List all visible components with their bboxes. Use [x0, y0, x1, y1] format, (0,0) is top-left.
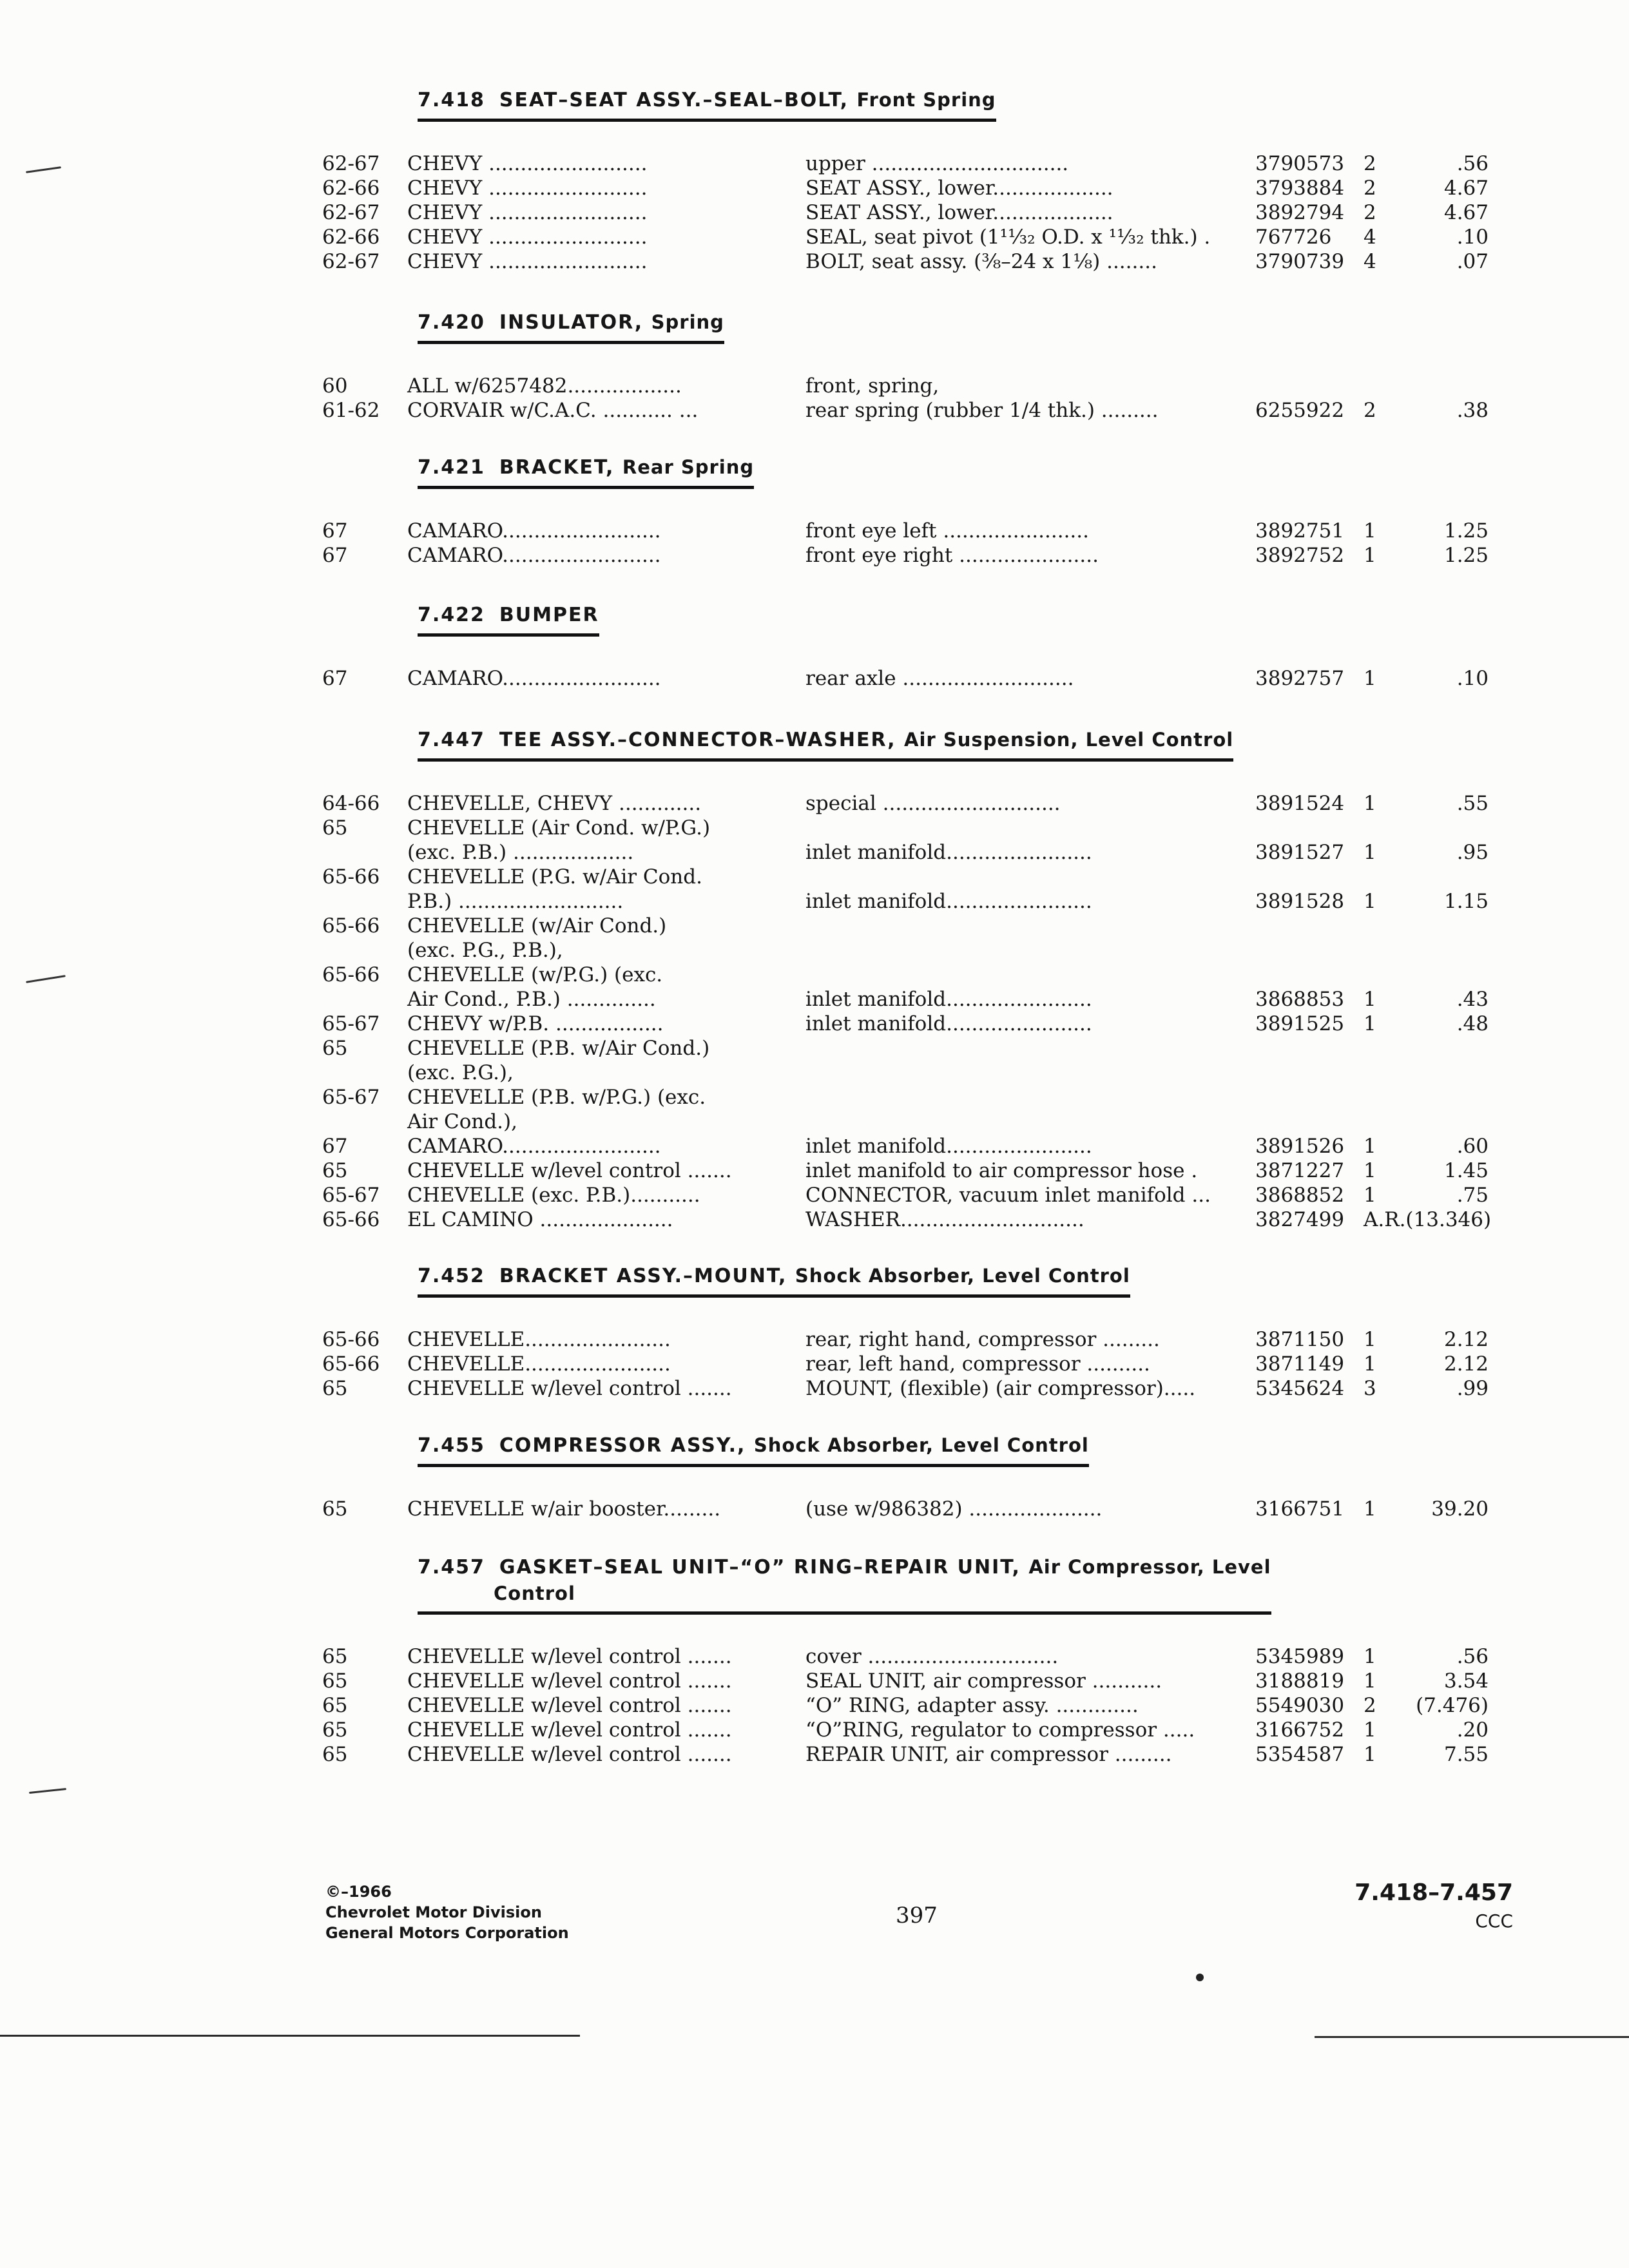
- part-description: inlet manifold.......................: [805, 1135, 1092, 1158]
- list-price: 39.20: [1431, 1497, 1489, 1521]
- list-price: .10: [1456, 667, 1489, 690]
- part-number: 3871150: [1255, 1328, 1345, 1351]
- table-row: [322, 938, 1482, 963]
- model-years: 65-67: [322, 1012, 380, 1035]
- list-price: .55: [1456, 792, 1489, 815]
- model-years: 65: [322, 1645, 348, 1668]
- quantity: 2: [1364, 399, 1376, 422]
- part-description: rear spring (rubber 1/4 thk.) .........: [805, 399, 1159, 422]
- table-row: [322, 1693, 1489, 1718]
- model-years: 65: [322, 816, 348, 840]
- part-description: rear, right hand, compressor .........: [805, 1328, 1160, 1351]
- part-description: front, spring,: [805, 374, 940, 398]
- part-number: 3790573: [1255, 152, 1345, 175]
- list-price: 7.55: [1443, 1743, 1489, 1766]
- parts-table: [322, 1327, 1489, 1401]
- model-years: 65: [322, 1159, 348, 1182]
- model-years: 65: [322, 1377, 348, 1400]
- margin-mark: [26, 166, 61, 173]
- section-title: TEE ASSY.–CONNECTOR–WASHER,: [499, 729, 896, 751]
- model-name: Air Cond.),: [407, 1110, 517, 1133]
- corporation-name: General Motors Corporation: [325, 1924, 569, 1942]
- model-name: CHEVELLE w/level control .......: [407, 1669, 732, 1693]
- part-number: 5345624: [1255, 1377, 1345, 1400]
- table-row: [322, 889, 1489, 914]
- section-number: 7.447: [418, 729, 485, 751]
- model-years: 67: [322, 1135, 348, 1158]
- model-years: 65-66: [322, 1352, 380, 1376]
- table-row: [322, 398, 1489, 423]
- part-description: front eye left .......................: [805, 519, 1089, 543]
- section-7-455: [322, 1432, 1489, 1521]
- section-subtitle: Shock Absorber, Level Control: [753, 1434, 1089, 1456]
- section-7-452: [322, 1263, 1489, 1401]
- quantity: 1: [1364, 667, 1376, 690]
- list-price: .75: [1456, 1184, 1489, 1207]
- section-subtitle: Air Compressor, Level: [1028, 1556, 1271, 1578]
- model-name: CHEVELLE w/air booster.........: [407, 1497, 721, 1521]
- table-row: [322, 249, 1489, 274]
- page-number: 397: [896, 1903, 938, 1928]
- quantity: 2: [1364, 177, 1376, 200]
- parts-table: [322, 791, 1492, 1232]
- part-description: special ............................: [805, 792, 1061, 815]
- quantity: 1: [1364, 988, 1376, 1011]
- quantity: 1: [1364, 1352, 1376, 1376]
- quantity: 1: [1364, 792, 1376, 815]
- margin-mark: [29, 1788, 66, 1794]
- part-description: SEAT ASSY., lower...................: [805, 201, 1113, 224]
- list-price: 2.12: [1443, 1328, 1489, 1351]
- table-row: [322, 1352, 1489, 1376]
- model-name: CHEVELLE w/level control .......: [407, 1718, 732, 1742]
- parts-table: [322, 666, 1489, 691]
- model-name: (exc. P.G.),: [407, 1061, 514, 1084]
- model-years: 65: [322, 1037, 348, 1060]
- part-description: CONNECTOR, vacuum inlet manifold ...: [805, 1184, 1211, 1207]
- part-description: upper ...............................: [805, 152, 1069, 175]
- list-price: 4.67: [1443, 177, 1489, 200]
- model-years: 65-66: [322, 963, 380, 986]
- quantity: 1: [1364, 1645, 1376, 1668]
- list-price: .56: [1456, 152, 1489, 175]
- model-name: CHEVELLE (P.B. w/Air Cond.): [407, 1037, 710, 1060]
- part-description: inlet manifold to air compressor hose .: [805, 1159, 1198, 1182]
- model-years: 62-67: [322, 250, 380, 273]
- parts-table: [322, 1644, 1489, 1767]
- table-row: [322, 987, 1489, 1012]
- section-heading: [418, 87, 996, 122]
- margin-mark: [26, 975, 66, 983]
- part-description: SEAL, seat pivot (1¹¹⁄₃₂ O.D. x ¹¹⁄₃₂ thk.) .: [805, 226, 1211, 249]
- part-description: “O” RING, adapter assy. .............: [805, 1694, 1139, 1717]
- section-heading: [418, 1432, 1089, 1467]
- section-number: 7.422: [418, 604, 485, 626]
- section-title-continued: Control: [494, 1582, 575, 1604]
- publisher-block: [325, 1881, 569, 1943]
- section-heading: [418, 454, 754, 489]
- parts-table: [322, 151, 1489, 274]
- quantity: 4: [1364, 226, 1376, 249]
- model-name: CHEVY .........................: [407, 152, 648, 175]
- table-row: [322, 1085, 1482, 1110]
- section-7-418: [322, 87, 1489, 274]
- model-years: 65-66: [322, 865, 380, 889]
- table-row: [322, 543, 1489, 568]
- table-row: [322, 1742, 1489, 1767]
- model-years: 65-66: [322, 914, 380, 937]
- model-name: CAMARO.........................: [407, 1135, 661, 1158]
- part-number: 3188819: [1255, 1669, 1345, 1693]
- model-name: CHEVY .........................: [407, 201, 648, 224]
- model-name: CHEVELLE w/level control .......: [407, 1377, 732, 1400]
- section-subtitle: Front Spring: [856, 89, 996, 111]
- section-heading: [418, 602, 599, 637]
- model-name: EL CAMINO .....................: [407, 1208, 673, 1231]
- table-row: [322, 1376, 1489, 1401]
- table-row: [322, 1158, 1489, 1183]
- section-7-421: [322, 454, 1489, 568]
- section-number: 7.457: [418, 1556, 485, 1579]
- part-description: MOUNT, (flexible) (air compressor).....: [805, 1377, 1196, 1400]
- model-name: CHEVELLE.......................: [407, 1328, 671, 1351]
- section-7-457: [322, 1554, 1489, 1767]
- list-price: 4.67: [1443, 201, 1489, 224]
- list-price: .95: [1456, 841, 1489, 864]
- model-years: 65: [322, 1497, 348, 1521]
- part-description: BOLT, seat assy. (⅜–24 x 1⅛) ........: [805, 250, 1157, 273]
- section-title: GASKET–SEAL UNIT–“O” RING–REPAIR UNIT,: [499, 1556, 1021, 1579]
- quantity: 1: [1364, 890, 1376, 913]
- quantity: 4: [1364, 250, 1376, 273]
- section-subtitle: Shock Absorber, Level Control: [795, 1265, 1130, 1287]
- part-number: 5345989: [1255, 1645, 1345, 1668]
- part-description: SEAL UNIT, air compressor ...........: [805, 1669, 1162, 1693]
- section-subtitle: Spring: [651, 311, 724, 333]
- table-row: [322, 1110, 1482, 1134]
- part-number: 3892751: [1255, 519, 1345, 543]
- section-7-422: [322, 602, 1489, 691]
- table-row: [322, 176, 1489, 200]
- model-name: CHEVELLE (w/P.G.) (exc.: [407, 963, 663, 986]
- part-number: 3827499: [1255, 1208, 1345, 1231]
- model-name: CHEVELLE (exc. P.B.)...........: [407, 1184, 700, 1207]
- model-name: CHEVELLE, CHEVY .............: [407, 792, 702, 815]
- list-price: 1.25: [1443, 544, 1489, 567]
- section-heading: [418, 309, 724, 344]
- list-price: .10: [1456, 226, 1489, 249]
- part-number: 767726: [1255, 226, 1332, 249]
- part-number: 5549030: [1255, 1694, 1345, 1717]
- model-name: CHEVY w/P.B. .................: [407, 1012, 664, 1035]
- model-years: 65: [322, 1694, 348, 1717]
- quantity: 1: [1364, 1328, 1376, 1351]
- list-price: .99: [1456, 1377, 1489, 1400]
- section-title: BRACKET ASSY.–MOUNT,: [499, 1265, 787, 1287]
- part-description: inlet manifold.......................: [805, 988, 1092, 1011]
- quantity: 2: [1364, 1694, 1376, 1717]
- part-description: SEAT ASSY., lower...................: [805, 177, 1113, 200]
- part-number: 3166751: [1255, 1497, 1345, 1521]
- model-years: 62-67: [322, 201, 380, 224]
- model-name: CHEVELLE.......................: [407, 1352, 671, 1376]
- part-description: REPAIR UNIT, air compressor .........: [805, 1743, 1172, 1766]
- model-years: 67: [322, 519, 348, 543]
- table-row: [322, 791, 1489, 816]
- model-years: 67: [322, 544, 348, 567]
- table-row: [322, 914, 1482, 938]
- list-price: .48: [1456, 1012, 1489, 1035]
- section-title: INSULATOR,: [499, 311, 644, 334]
- catalog-code: CCC: [1475, 1910, 1513, 1932]
- quantity: 1: [1364, 519, 1376, 543]
- section-range: 7.418–7.457: [1354, 1879, 1513, 1906]
- model-name: CHEVELLE w/level control .......: [407, 1694, 732, 1717]
- model-name: CAMARO.........................: [407, 544, 661, 567]
- section-7-420: [322, 309, 1489, 423]
- quantity: 3: [1364, 1377, 1376, 1400]
- section-title: COMPRESSOR ASSY.,: [499, 1434, 746, 1457]
- table-row: [322, 816, 1482, 840]
- model-years: 67: [322, 667, 348, 690]
- list-price: .43: [1456, 988, 1489, 1011]
- part-description: inlet manifold.......................: [805, 1012, 1092, 1035]
- part-number: 3793884: [1255, 177, 1345, 200]
- model-years: 62-66: [322, 177, 380, 200]
- section-number: 7.418: [418, 89, 485, 111]
- list-price: 3.54: [1443, 1669, 1489, 1693]
- bottom-rule-right: [1315, 2036, 1629, 2038]
- model-years: 60: [322, 374, 348, 398]
- table-row: [322, 1644, 1489, 1669]
- model-years: 65-67: [322, 1086, 380, 1109]
- section-number: 7.421: [418, 456, 485, 479]
- quantity: 1: [1364, 1135, 1376, 1158]
- model-name: CHEVY .........................: [407, 226, 648, 249]
- part-number: 3871149: [1255, 1352, 1345, 1376]
- part-number: 3891527: [1255, 841, 1345, 864]
- model-name: (exc. P.B.) ...................: [407, 841, 634, 864]
- list-price: 1.45: [1443, 1159, 1489, 1182]
- division-name: Chevrolet Motor Division: [325, 1903, 542, 1921]
- part-description: (use w/986382) .....................: [805, 1497, 1103, 1521]
- section-title: BUMPER: [499, 604, 599, 626]
- part-number: 6255922: [1255, 399, 1345, 422]
- model-name: CHEVELLE (P.G. w/Air Cond.: [407, 865, 702, 889]
- part-number: 3892752: [1255, 544, 1345, 567]
- table-row: [322, 200, 1489, 225]
- part-number: 3166752: [1255, 1718, 1345, 1742]
- list-price: .07: [1456, 250, 1489, 273]
- table-row: [322, 1327, 1489, 1352]
- list-price: .56: [1456, 1645, 1489, 1668]
- table-row: [322, 1669, 1489, 1693]
- model-years: 64-66: [322, 792, 380, 815]
- model-years: 62-67: [322, 152, 380, 175]
- table-row: [322, 1497, 1489, 1521]
- list-price: .38: [1456, 399, 1489, 422]
- quantity: 1: [1364, 1159, 1376, 1182]
- part-number: 3891525: [1255, 1012, 1345, 1035]
- model-name: CHEVY .........................: [407, 177, 648, 200]
- table-row: [322, 519, 1489, 543]
- model-years: 65: [322, 1669, 348, 1693]
- table-row: [322, 225, 1489, 249]
- quantity: 1: [1364, 1669, 1376, 1693]
- part-description: “O”RING, regulator to compressor .....: [805, 1718, 1195, 1742]
- quantity: 1: [1364, 544, 1376, 567]
- section-title: BRACKET,: [499, 456, 615, 479]
- section-subtitle: Air Suspension, Level Control: [904, 729, 1234, 751]
- model-name: (exc. P.G., P.B.),: [407, 939, 563, 962]
- table-row: [322, 666, 1489, 691]
- table-row: [322, 1183, 1489, 1207]
- table-row: [322, 840, 1489, 865]
- list-price: .20: [1456, 1718, 1489, 1742]
- model-years: 62-66: [322, 226, 380, 249]
- model-years: 61-62: [322, 399, 380, 422]
- model-name: CAMARO.........................: [407, 519, 661, 543]
- quantity: 1: [1364, 1012, 1376, 1035]
- list-price: .60: [1456, 1135, 1489, 1158]
- copyright: ©–1966: [325, 1883, 392, 1901]
- part-description: WASHER.............................: [805, 1208, 1084, 1231]
- part-number: 3891528: [1255, 890, 1345, 913]
- model-name: CHEVELLE (P.B. w/P.G.) (exc.: [407, 1086, 706, 1109]
- model-name: CHEVY .........................: [407, 250, 648, 273]
- table-row: [322, 1061, 1482, 1085]
- model-name: Air Cond., P.B.) ..............: [407, 988, 656, 1011]
- part-number: 3891526: [1255, 1135, 1345, 1158]
- model-name: CHEVELLE w/level control .......: [407, 1159, 732, 1182]
- section-number: 7.420: [418, 311, 485, 334]
- quantity: 1: [1364, 841, 1376, 864]
- part-number: 3892757: [1255, 667, 1345, 690]
- table-row: [322, 1134, 1489, 1158]
- part-description: rear axle ...........................: [805, 667, 1074, 690]
- part-description: rear, left hand, compressor ..........: [805, 1352, 1150, 1376]
- section-number: 7.452: [418, 1265, 485, 1287]
- table-row: [322, 1036, 1482, 1061]
- part-number: 3868853: [1255, 988, 1345, 1011]
- model-years: 65-67: [322, 1184, 380, 1207]
- model-name: CHEVELLE (Air Cond. w/P.G.): [407, 816, 711, 840]
- table-row: [322, 1012, 1489, 1036]
- table-row: [322, 151, 1489, 176]
- quantity: 2: [1364, 201, 1376, 224]
- list-price: (7.476): [1416, 1694, 1489, 1717]
- part-number: 5354587: [1255, 1743, 1345, 1766]
- ink-dot: [1196, 1974, 1204, 1981]
- quantity: A.R.(13.346): [1364, 1208, 1492, 1231]
- table-row: [322, 1718, 1489, 1742]
- list-price: 1.25: [1443, 519, 1489, 543]
- bottom-rule: [0, 2035, 580, 2037]
- model-years: 65: [322, 1743, 348, 1766]
- part-number: 3790739: [1255, 250, 1345, 273]
- list-price: 2.12: [1443, 1352, 1489, 1376]
- table-row: [322, 963, 1482, 987]
- section-heading: [418, 727, 1233, 762]
- parts-table: [322, 374, 1489, 423]
- model-name: CHEVELLE w/level control .......: [407, 1645, 732, 1668]
- part-number: 3891524: [1255, 792, 1345, 815]
- model-years: 65-66: [322, 1208, 380, 1231]
- part-description: inlet manifold.......................: [805, 841, 1092, 864]
- table-row: [322, 1207, 1492, 1232]
- quantity: 1: [1364, 1184, 1376, 1207]
- section-number: 7.455: [418, 1434, 485, 1457]
- model-years: 65-66: [322, 1328, 380, 1351]
- table-row: [322, 865, 1482, 889]
- table-row: [322, 374, 1482, 398]
- part-description: inlet manifold.......................: [805, 890, 1092, 913]
- quantity: 1: [1364, 1497, 1376, 1521]
- model-name: CORVAIR w/C.A.C. ........... ...: [407, 399, 699, 422]
- model-name: P.B.) ..........................: [407, 890, 624, 913]
- part-number: 3868852: [1255, 1184, 1345, 1207]
- section-subtitle: Rear Spring: [622, 456, 755, 478]
- part-number: 3892794: [1255, 201, 1345, 224]
- quantity: 1: [1364, 1743, 1376, 1766]
- part-description: cover ..............................: [805, 1645, 1059, 1668]
- model-years: 65: [322, 1718, 348, 1742]
- model-name: CAMARO.........................: [407, 667, 661, 690]
- section-title: SEAT–SEAT ASSY.–SEAL–BOLT,: [499, 89, 849, 111]
- quantity: 2: [1364, 152, 1376, 175]
- quantity: 1: [1364, 1718, 1376, 1742]
- section-heading: [418, 1554, 1271, 1615]
- section-7-447: [322, 727, 1492, 1232]
- list-price: 1.15: [1443, 890, 1489, 913]
- parts-table: [322, 1497, 1489, 1521]
- parts-table: [322, 519, 1489, 568]
- section-heading: [418, 1263, 1130, 1298]
- model-name: CHEVELLE (w/Air Cond.): [407, 914, 667, 937]
- part-description: front eye right ......................: [805, 544, 1099, 567]
- model-name: ALL w/6257482..................: [407, 374, 682, 398]
- model-name: CHEVELLE w/level control .......: [407, 1743, 732, 1766]
- part-number: 3871227: [1255, 1159, 1345, 1182]
